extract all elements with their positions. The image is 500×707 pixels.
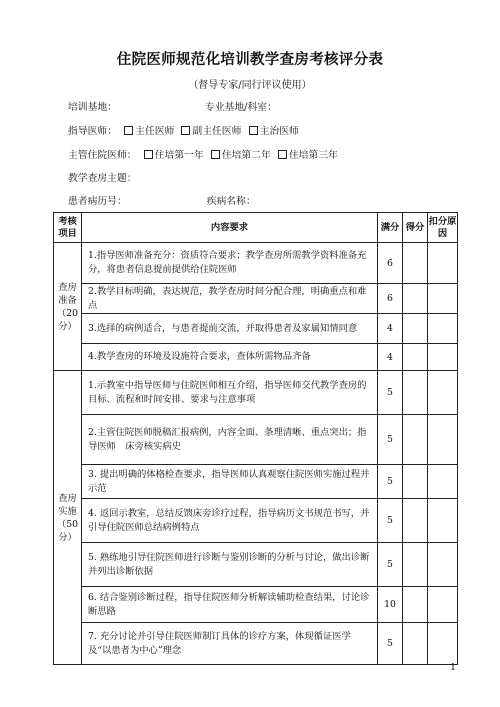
info-row-base	[68, 99, 277, 113]
checkbox-icon[interactable]	[144, 150, 153, 159]
table-row	[54, 543, 458, 587]
instructor-option-3[interactable]: 主治医师	[245, 126, 299, 137]
checkbox-icon[interactable]	[211, 150, 220, 159]
deduction-reason-cell[interactable]	[428, 314, 458, 344]
score-input-cell[interactable]	[403, 543, 428, 587]
score-input-cell[interactable]	[403, 344, 428, 371]
instructor-option-2[interactable]: 副主任医师	[177, 126, 241, 137]
requirement-cell: 3. 提出明确的体格检查要求，指导医师认真观察住院医师实施过程并示范	[82, 465, 378, 499]
full-score-cell: 5	[378, 415, 403, 465]
requirement-cell: 2.教学目标明确，表达规范，教学查房时间分配合理，明确重点和难点	[82, 284, 378, 314]
score-input-cell[interactable]	[403, 499, 428, 543]
requirement-cell: 2.主管住院医师脱稿汇报病例，内容全面、条理清晰、重点突出；指导医师 床旁核实病史	[82, 415, 378, 465]
checkbox-icon[interactable]	[249, 126, 258, 135]
full-score-cell: 5	[378, 543, 403, 587]
case-no-label: 患者病历号：	[68, 196, 127, 207]
page-subtitle: （督导专家/同行评议使用）	[188, 80, 312, 91]
requirement-cell: 1.示教室中指导医师与住院医师相互介绍，指导医师交代教学查房的目标、流程和时间安排、要求与注意事项	[82, 371, 378, 415]
page-number: 1	[450, 662, 457, 673]
score-table	[53, 212, 458, 665]
table-row	[54, 371, 458, 415]
resident-option-1[interactable]: 住培第一年	[140, 150, 204, 161]
full-score-cell: 5	[378, 465, 403, 499]
dept-label: 专业基地/科室：	[204, 102, 277, 113]
checkbox-icon[interactable]	[278, 150, 287, 159]
table-row	[54, 415, 458, 465]
score-input-cell[interactable]	[403, 623, 428, 665]
full-score-cell: 10	[378, 587, 403, 623]
header-category: 考核项目	[54, 213, 82, 243]
score-input-cell[interactable]	[403, 587, 428, 623]
table-row	[54, 465, 458, 499]
deduction-reason-cell[interactable]	[428, 415, 458, 465]
header-score: 得分	[403, 213, 428, 243]
page-title: 住院医师规范化培训教学查房考核评分表	[116, 51, 384, 68]
header-deduction: 扣分原因	[428, 213, 458, 243]
requirement-cell: 3.选择的病例适合，与患者提前交流，并取得患者及家属知情同意	[82, 314, 378, 344]
table-row	[54, 623, 458, 665]
score-input-cell[interactable]	[403, 243, 428, 284]
info-row-case	[68, 193, 256, 207]
instructor-label: 指导医师：	[68, 126, 117, 137]
deduction-reason-cell[interactable]	[428, 344, 458, 371]
header-requirement: 内容要求	[82, 213, 378, 243]
deduction-reason-cell[interactable]	[428, 465, 458, 499]
category-cell: 查房实施（50分）	[54, 371, 82, 665]
full-score-cell: 6	[378, 284, 403, 314]
score-input-cell[interactable]	[403, 371, 428, 415]
deduction-reason-cell[interactable]	[428, 243, 458, 284]
table-row	[54, 314, 458, 344]
full-score-cell: 5	[378, 499, 403, 543]
score-input-cell[interactable]	[403, 314, 428, 344]
instructor-option-1[interactable]: 主任医师	[120, 126, 174, 137]
requirement-cell: 4.教学查房的环境及设施符合要求，查体所需物品齐备	[82, 344, 378, 371]
resident-label: 主管住院医师：	[68, 150, 137, 161]
table-row	[54, 499, 458, 543]
checkbox-icon[interactable]	[124, 126, 133, 135]
table-row	[54, 587, 458, 623]
deduction-reason-cell[interactable]	[428, 499, 458, 543]
full-score-cell: 4	[378, 314, 403, 344]
full-score-cell: 6	[378, 243, 403, 284]
category-cell: 查房准备（20分）	[54, 243, 82, 371]
deduction-reason-cell[interactable]	[428, 587, 458, 623]
deduction-reason-cell[interactable]	[428, 371, 458, 415]
requirement-cell: 1.指导医师准备充分：资质符合要求；教学查房所需教学资料准备充分，将患者信息提前提供给住院医师	[82, 243, 378, 284]
disease-label: 疾病名称：	[206, 196, 256, 207]
deduction-reason-cell[interactable]	[428, 623, 458, 665]
requirement-cell: 5. 熟练地引导住院医师进行诊断与鉴别诊断的分析与讨论，做出诊断并列出诊断依据	[82, 543, 378, 587]
requirement-cell: 7. 充分讨论并引导住院医师制订具体的诊疗方案，体现循证医学及“以患者为中心”理念	[82, 623, 378, 665]
table-header-row	[54, 213, 458, 243]
info-row-topic	[68, 170, 137, 184]
score-input-cell[interactable]	[403, 465, 428, 499]
checkbox-icon[interactable]	[181, 126, 190, 135]
full-score-cell: 4	[378, 344, 403, 371]
score-input-cell[interactable]	[403, 284, 428, 314]
table-row	[54, 243, 458, 284]
full-score-cell: 5	[378, 623, 403, 665]
base-label: 培训基地：	[68, 102, 117, 113]
full-score-cell: 5	[378, 371, 403, 415]
topic-label: 教学查房主题：	[68, 173, 137, 184]
table-row	[54, 284, 458, 314]
resident-option-2[interactable]: 住培第二年	[207, 150, 271, 161]
requirement-cell: 4. 返回示教室，总结反馈床旁诊疗过程，指导病历文书规范书写，并引导住院医师总结病例特点	[82, 499, 378, 543]
deduction-reason-cell[interactable]	[428, 284, 458, 314]
resident-option-3[interactable]: 住培第三年	[274, 150, 338, 161]
score-input-cell[interactable]	[403, 415, 428, 465]
info-row-instructor	[68, 123, 299, 137]
header-full-score: 满分	[378, 213, 403, 243]
deduction-reason-cell[interactable]	[428, 543, 458, 587]
info-row-resident	[68, 147, 338, 161]
requirement-cell: 6. 结合鉴别诊断过程，指导住院医师分析解读辅助检查结果，讨论诊断思路	[82, 587, 378, 623]
table-row	[54, 344, 458, 371]
